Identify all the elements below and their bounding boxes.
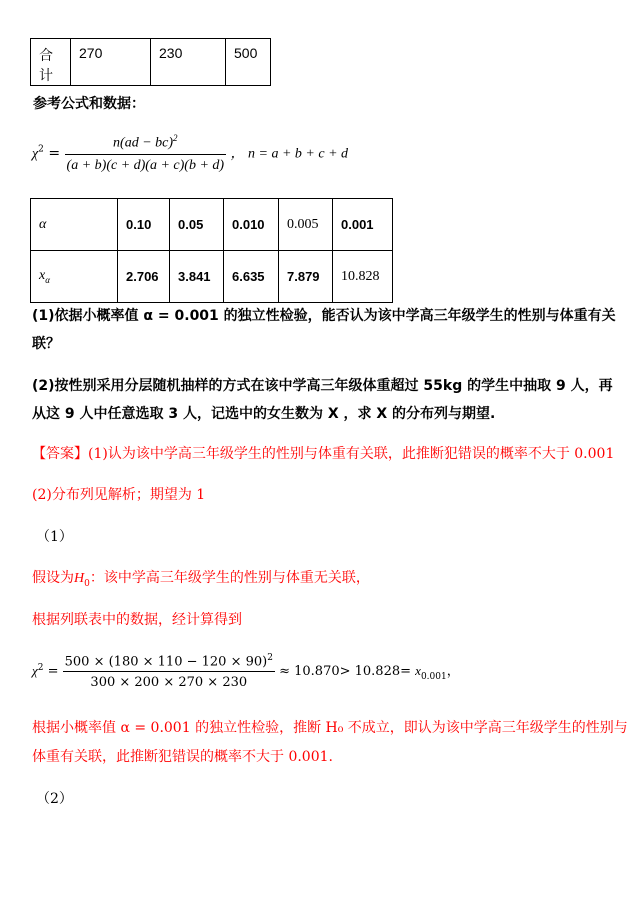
calc-result: ≈ 10.870> 10.828= — [279, 664, 412, 680]
table-cell: 0.010 — [224, 199, 279, 251]
calc-numerator-exp: 2 — [267, 653, 273, 663]
table-cell: 0.005 — [279, 199, 333, 251]
table-cell: 500 — [226, 39, 271, 86]
part-2-label: （2） — [36, 791, 73, 807]
hypothesis-line — [32, 567, 370, 589]
answer-line-2: (2)分布列见解析；期望为 1 — [32, 487, 206, 503]
formula-n-definition: ， n = a + b + c + d — [230, 146, 349, 162]
table-cell: 0.10 — [118, 199, 170, 251]
ref-heading: 参考公式和数据： — [33, 96, 145, 112]
table-cell: 0.05 — [170, 199, 224, 251]
table-cell: 270 — [71, 39, 151, 86]
h0-sub: 0 — [84, 578, 90, 589]
chi-square-formula: $\chi^2$ = $\frac{n(ad - bc)^2}{(a + b)(c + d)(a + c)(b + d)}$ ， n = a + b + c + d — [32, 133, 349, 173]
x-alpha-sub: α — [45, 274, 50, 285]
calc-numerator: 500 × (180 × 110 − 120 × 90) — [64, 654, 268, 670]
answer-line-1: 【答案】(1)认为该中学高三年级学生的性别与体重有关联，此推断犯错误的概率不大于 0.001 — [32, 446, 615, 462]
totals-table — [30, 38, 271, 86]
table-cell: α — [31, 199, 118, 251]
chi-symbol: χ — [32, 146, 39, 162]
formula-fraction — [65, 133, 227, 174]
hypothesis-prefix: 假设为 — [32, 570, 74, 586]
calc-denominator: 300 × 200 × 270 × 230 — [63, 671, 275, 690]
table-row — [31, 199, 393, 251]
table-row — [31, 251, 393, 303]
table-cell: 3.841 — [170, 251, 224, 303]
formula-numerator: n(ad − bc) — [113, 135, 174, 151]
critical-x-sub: 0.001 — [420, 671, 447, 682]
question-1-line-1: (1)依据小概率值 α = 0.001 的独立性检验，能否认为该中学高三年级学生的性别与体重有关 — [32, 308, 616, 324]
chi-symbol: χ — [32, 663, 38, 679]
conclusion-line-2: 体重有关联，此推断犯错误的概率不大于 0.001. — [32, 749, 333, 765]
table-cell: 7.879 — [279, 251, 333, 303]
calc-end: ， — [446, 664, 460, 680]
table-cell: 2.706 — [118, 251, 170, 303]
table-cell: 6.635 — [224, 251, 279, 303]
conclusion-line-1: 根据小概率值 α = 0.001 的独立性检验，推断 H₀ 不成立，即认为该中学高三年级学生的性别与 — [32, 720, 628, 736]
critical-values-table — [30, 198, 393, 303]
hypothesis-suffix: ：该中学高三年级学生的性别与体重无关联， — [89, 570, 370, 586]
formula-denominator: (a + b)(c + d)(a + c)(b + d) — [65, 154, 227, 174]
x-alpha-label: x — [39, 268, 46, 284]
calc-fraction — [63, 653, 275, 690]
part-1-label: （1） — [36, 529, 73, 545]
question-2-line-2: 从这 9 人中任意选取 3 人，记选中的女生数为 X ，求 X 的分布列与期望. — [32, 406, 496, 422]
table-cell: 0.001 — [333, 199, 393, 251]
question-1-line-2: 联？ — [32, 336, 60, 352]
table-cell: 230 — [151, 39, 226, 86]
chi-exponent: 2 — [37, 662, 44, 673]
table-cell: 10.828 — [333, 251, 393, 303]
chi-exponent: 2 — [38, 144, 44, 155]
critical-x: x — [415, 663, 421, 679]
question-2-line-1: (2)按性别采用分层随机抽样的方式在该中学高三年级体重超过 55kg 的学生中抽取 9 人，再 — [32, 378, 613, 394]
table-row — [31, 39, 271, 86]
h0-symbol: H — [74, 571, 85, 586]
compute-intro: 根据列联表中的数据，经计算得到 — [32, 612, 242, 628]
chi-square-calculation: $\chi^2$ = $\frac{500 \times (180 \times 110 - 120 \times 90)^2}{300 \times 200 \times 270 \times 230}$ ≈ $10.870> 10.828= x_{0.001}$， — [32, 653, 460, 691]
table-cell — [31, 251, 118, 303]
table-cell: 合计 — [31, 39, 71, 86]
formula-numerator-exp: 2 — [173, 133, 178, 143]
